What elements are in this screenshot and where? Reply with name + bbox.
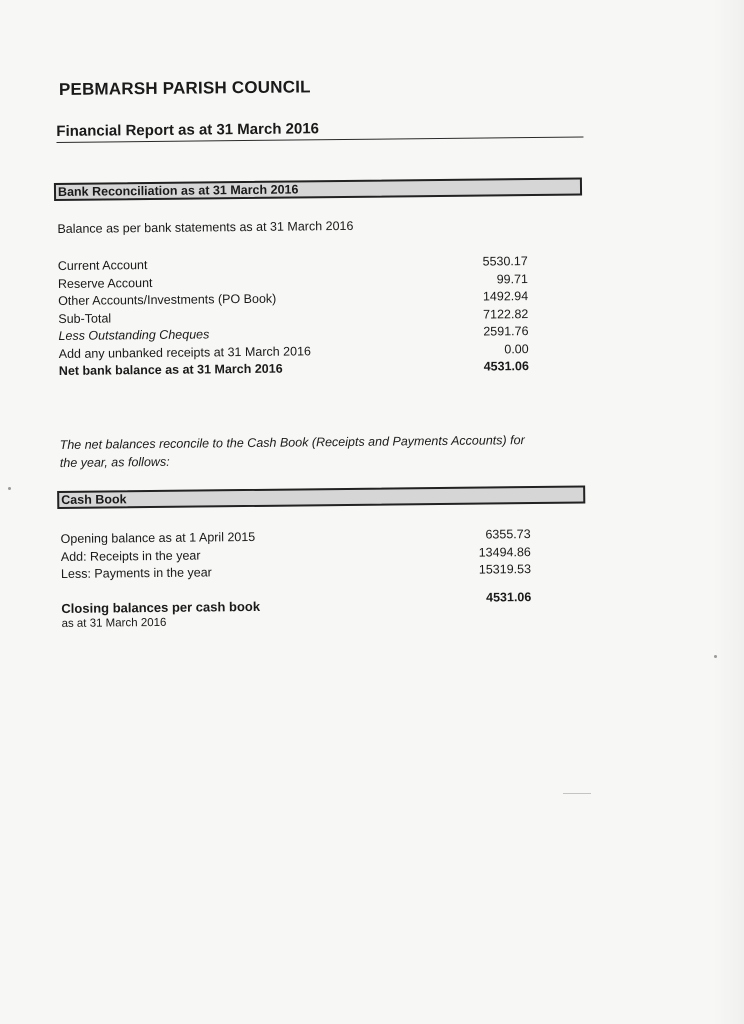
cash-book-heading: Cash Book xyxy=(57,485,585,509)
report-subtitle: Financial Report as at 31 March 2016 xyxy=(56,117,583,143)
row-value: 13494.86 xyxy=(478,544,531,560)
scan-speck xyxy=(714,655,717,658)
row-value: 4531.06 xyxy=(483,359,529,374)
row-label: Current Account xyxy=(57,258,148,273)
closing-balance-value: 4531.06 xyxy=(486,590,532,605)
row-label: Add: Receipts in the year xyxy=(60,548,201,564)
reconcile-note: The net balances reconcile to the Cash Book (Receipts and Payments Accounts) for the year, as follows: xyxy=(59,433,525,470)
row-label: Sub-Total xyxy=(58,310,112,326)
row-value: 99.71 xyxy=(496,271,529,286)
council-title: PEBMARSH PARISH COUNCIL xyxy=(58,77,311,99)
row-label: Less Outstanding Cheques xyxy=(58,327,210,343)
row-label: Add any unbanked receipts at 31 March 2016 xyxy=(58,343,312,361)
row-value: 1492.94 xyxy=(482,289,529,304)
bank-reconciliation-table xyxy=(58,253,529,380)
row-label: Net bank balance as at 31 March 2016 xyxy=(58,361,283,378)
scan-edge-shading xyxy=(714,0,744,1024)
scan-speck xyxy=(8,487,11,490)
row-label: Less: Payments in the year xyxy=(60,565,212,581)
bank-reconciliation-heading: Bank Reconciliation as at 31 March 2016 xyxy=(54,177,582,201)
row-label: Other Accounts/Investments (PO Book) xyxy=(58,291,277,308)
closing-balance-date: as at 31 March 2016 xyxy=(61,616,167,630)
row-label: Opening balance as at 1 April 2015 xyxy=(60,529,256,546)
closing-balance-label: Closing balances per cash book xyxy=(61,598,261,616)
row-value: 7122.82 xyxy=(483,306,529,322)
row-value: 6355.73 xyxy=(485,527,531,542)
cash-row-payments xyxy=(61,561,531,583)
row-value: 15319.53 xyxy=(478,562,532,577)
bank-row-net-balance xyxy=(59,358,529,380)
cash-book-table xyxy=(61,526,532,583)
row-value: 0.00 xyxy=(504,341,529,356)
row-value: 2591.76 xyxy=(483,324,529,339)
row-label: Reserve Account xyxy=(57,275,153,291)
bank-intro-text: Balance as per bank statements as at 31 March 2016 xyxy=(57,218,354,236)
closing-balance-block xyxy=(61,590,532,630)
row-value: 5530.17 xyxy=(482,254,528,269)
scan-mark xyxy=(563,793,591,794)
